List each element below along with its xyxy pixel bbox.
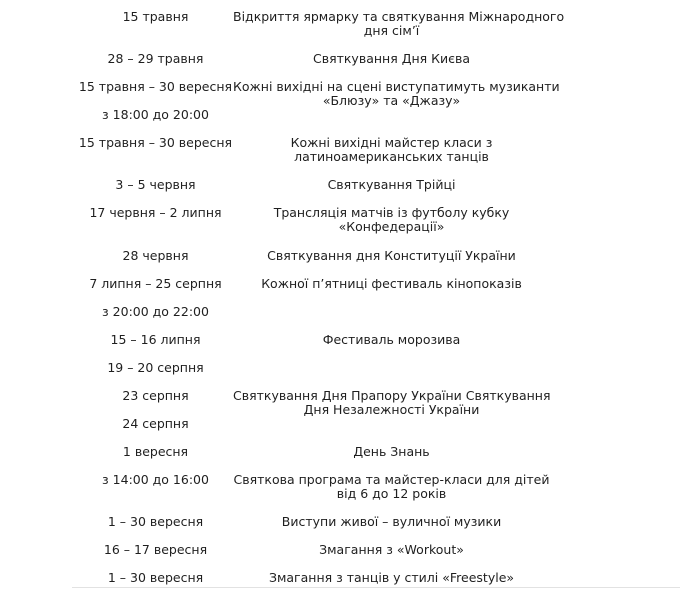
date-text: 17 червня – 2 липня xyxy=(89,205,222,220)
table-row-event xyxy=(233,52,550,66)
date-text: 16 – 17 вересня xyxy=(103,542,208,557)
date-text: 15 травня xyxy=(122,9,189,24)
date-text: 28 червня xyxy=(122,248,189,263)
table-row-event xyxy=(233,249,550,263)
event-text: Змагання з «Workout» xyxy=(319,542,464,557)
event-text: Кожні вихідні майстер класи з xyxy=(290,135,493,150)
date-text: 1 – 30 вересня xyxy=(107,514,204,529)
event-text: Святкування Дня Прапору України Святкування xyxy=(233,388,551,403)
event-text: День Знань xyxy=(353,444,430,459)
table-row-event xyxy=(233,136,550,164)
table-row-event xyxy=(233,445,550,459)
table-row-date xyxy=(78,445,233,459)
table-row-date xyxy=(78,80,233,94)
date-text: 3 – 5 червня xyxy=(115,177,196,192)
event-text: Святкування Дня Києва xyxy=(312,51,471,66)
event-text: Трансляція матчів із футболу кубку xyxy=(273,205,510,220)
date-text: 1 вересня xyxy=(122,444,189,459)
event-text: «Конфедерації» xyxy=(338,219,445,234)
table-row-event xyxy=(233,277,550,291)
date-text: 19 – 20 серпня xyxy=(107,360,204,375)
table-row-event xyxy=(233,389,550,417)
table-row-event xyxy=(233,473,550,501)
date-text: 15 – 16 липня xyxy=(110,332,201,347)
table-row-time xyxy=(78,305,233,319)
event-text: Відкриття ярмарку та святкування Міжнародного xyxy=(233,9,565,24)
time-text: з 20:00 до 22:00 xyxy=(102,304,209,319)
table-row-date xyxy=(78,178,233,192)
table-row-date xyxy=(78,389,233,403)
table-row-date xyxy=(78,206,233,220)
table-row-date xyxy=(78,473,233,487)
table-row-event xyxy=(233,79,560,108)
date-text: з 14:00 до 16:00 xyxy=(102,472,209,487)
event-text: Святкування дня Конституції України xyxy=(267,248,516,263)
event-text: Фестиваль морозива xyxy=(322,332,461,347)
event-text: латиноамериканських танців xyxy=(294,149,489,164)
date-text: 15 травня – 30 вересня xyxy=(78,79,233,94)
table-row-event xyxy=(233,178,550,192)
table-row-event xyxy=(233,333,550,347)
event-text: Дня Незалежності України xyxy=(303,402,480,417)
date-text: 1 – 30 вересня xyxy=(107,570,204,585)
time-text: з 18:00 до 20:00 xyxy=(102,107,209,122)
table-row-date xyxy=(78,515,233,529)
date-text: 15 травня – 30 вересня xyxy=(78,135,233,150)
date-text: 7 липня – 25 серпня xyxy=(89,276,222,291)
event-text: Змагання з танців у стилі «Freestyle» xyxy=(268,570,515,585)
table-row-date xyxy=(78,361,233,375)
table-row-event xyxy=(233,9,565,38)
table-row-date xyxy=(78,249,233,263)
table-row-date xyxy=(78,543,233,557)
event-text: Кожні вихідні на сцені виступатимуть музиканти xyxy=(233,79,560,94)
table-row-event xyxy=(233,543,550,557)
date-text: 24 серпня xyxy=(122,416,189,431)
table-row-event xyxy=(233,515,550,529)
event-text: Виступи живої – вуличної музики xyxy=(281,514,502,529)
event-text: від 6 до 12 років xyxy=(336,486,447,501)
table-row-date-second xyxy=(78,417,233,431)
event-text: Святкова програма та майстер-класи для дітей xyxy=(233,472,550,487)
table-row-event xyxy=(233,571,550,585)
table-row-date xyxy=(78,136,233,150)
table-row-date xyxy=(78,52,233,66)
table-row-date xyxy=(78,571,233,585)
table-row-date xyxy=(78,277,233,291)
date-text: 28 – 29 травня xyxy=(107,51,204,66)
table-row-event xyxy=(233,206,550,234)
event-text: Кожної п’ятниці фестиваль кінопоказів xyxy=(261,276,522,291)
table-row-date xyxy=(78,10,233,24)
date-text: 23 серпня xyxy=(122,388,189,403)
table-row-time xyxy=(78,108,233,122)
bottom-divider xyxy=(72,587,680,588)
table-row-date xyxy=(78,333,233,347)
event-text: «Блюзу» та «Джазу» xyxy=(322,93,461,108)
event-text: Святкування Трійці xyxy=(327,177,456,192)
event-text: дня сім’ї xyxy=(363,23,420,38)
